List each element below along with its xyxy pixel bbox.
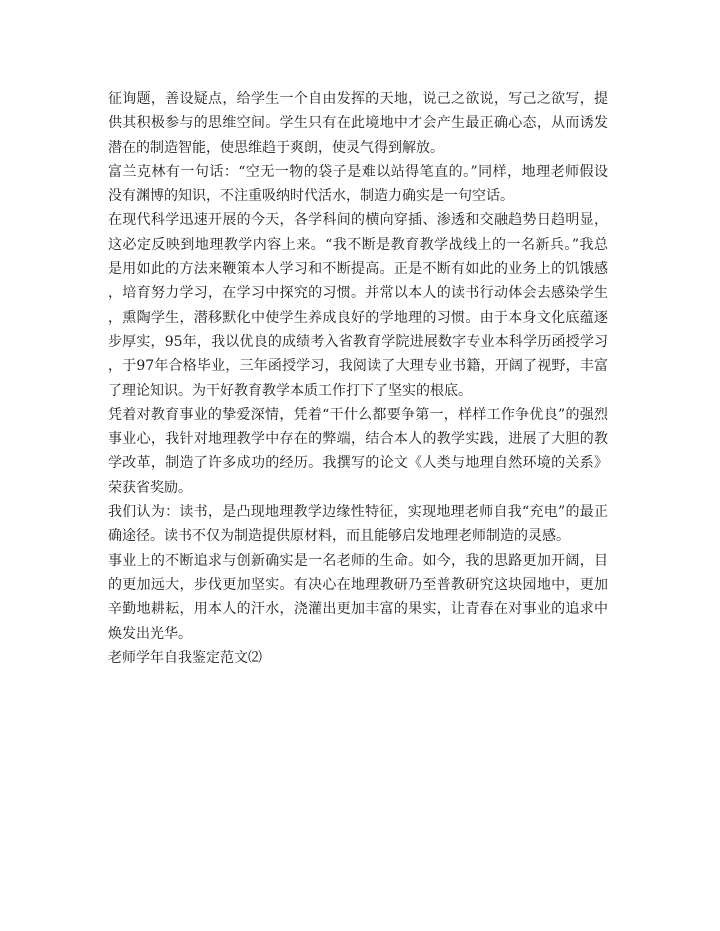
paragraph	[108, 87, 608, 160]
text-line: 了理论知识。为干好教育教学本质工作打下了坚实的根底。	[108, 382, 472, 399]
text-line: 富兰克林有一句话：“空无一物的袋子是难以站得笔直的。”同样，地理老师假设	[108, 163, 608, 180]
text-line: 焕发出光华。	[108, 625, 192, 642]
paragraph	[108, 646, 608, 670]
paragraph	[108, 160, 608, 209]
text-line: 事业心，我针对地理教学中存在的弊端，结合本人的教学实践，进展了大胆的教	[108, 431, 608, 448]
paragraph	[108, 403, 608, 500]
paragraph	[108, 549, 608, 646]
text-line: 在现代科学迅速开展的今天，各学科间的横向穿插、渗透和交融趋势日趋明显，	[108, 212, 608, 229]
document-page	[108, 87, 608, 670]
paragraph	[108, 208, 608, 402]
text-line: 我们认为：读书，是凸现地理教学边缘性特征，实现地理老师自我“充电”的最正	[108, 504, 608, 521]
text-line: 学改革，制造了许多成功的经历。我撰写的论文《人类与地理自然环境的关系》	[108, 455, 608, 472]
text-line: 辛勤地耕耘，用本人的汗水，浇灌出更加丰富的果实，让青春在对事业的追求中	[108, 601, 608, 618]
text-line: ，培育努力学习，在学习中探究的习惯。并常以本人的读书行动体会去感染学生	[108, 285, 608, 302]
text-line: 步厚实，95年，我以优良的成绩考入省教育学院进展数字专业本科学历函授学习	[108, 333, 608, 350]
text-line: 事业上的不断追求与创新确实是一名老师的生命。如今，我的思路更加开阔，目	[108, 552, 608, 569]
text-line: ，于97年合格毕业，三年函授学习，我阅读了大理专业书籍，开阔了视野，丰富	[108, 358, 608, 375]
text-line: 这必定反映到地理教学内容上来。“我不断是教育教学战线上的一名新兵。”我总	[108, 236, 608, 253]
text-line: 的更加远大，步伐更加坚实。有决心在地理教研乃至普教研究这块园地中，更加	[108, 576, 608, 593]
text-line: 确途径。读书不仅为制造提供原材料，而且能够启发地理老师制造的灵感。	[108, 528, 570, 545]
text-line: 是用如此的方法来鞭策本人学习和不断提高。正是不断有如此的业务上的饥饿感	[108, 261, 608, 278]
text-line: 潜在的制造智能，使思维趋于爽朗，使灵气得到解放。	[108, 139, 444, 156]
text-line: 供其积极参与的思维空间。学生只有在此境地中才会产生最正确心态，从而诱发	[108, 115, 608, 132]
text-line: 凭着对教育事业的挚爱深情，凭着“干什么都要争第一，样样工作争优良”的强烈	[108, 406, 608, 423]
text-line: 荣获省奖励。	[108, 479, 192, 496]
paragraph	[108, 500, 608, 549]
text-line: 老师学年自我鉴定范文⑵	[108, 649, 262, 666]
text-line: 征询题，善设疑点，给学生一个自由发挥的天地，说己之欲说，写己之欲写，提	[108, 91, 608, 107]
text-line: ，熏陶学生，潜移默化中使学生养成良好的学地理的习惯。由于本身文化底蕴逐	[108, 309, 608, 326]
text-line: 没有渊博的知识，不注重吸纳时代活水，制造力确实是一句空话。	[108, 188, 514, 205]
